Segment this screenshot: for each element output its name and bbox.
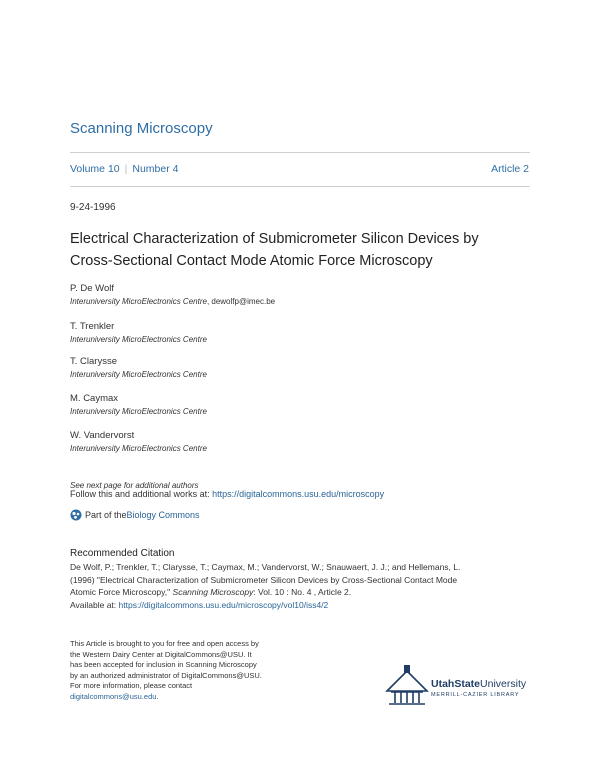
paper-title-line-2: Cross-Sectional Contact Mode Atomic Force Microscopy bbox=[70, 253, 433, 269]
contact-email-link[interactable]: digitalcommons@usu.edu bbox=[70, 691, 157, 701]
follow-text: Follow this and additional works at: bbox=[70, 489, 213, 499]
author-name: W. Vandervorst bbox=[70, 430, 135, 441]
notice-line: This Article is brought to you for free and open access by bbox=[70, 639, 259, 648]
author-affiliation: Interuniversity MicroElectronics Centre bbox=[70, 335, 207, 344]
author-email: , dewolfp@imec.be bbox=[206, 297, 276, 306]
volume-link[interactable]: Volume 10 bbox=[70, 163, 120, 175]
bottom-divider bbox=[70, 186, 530, 187]
biology-commons-link[interactable]: Biology Commons bbox=[126, 510, 200, 520]
citation-journal: Scanning Microscopy bbox=[172, 587, 254, 597]
article-number[interactable]: Article 2 bbox=[491, 163, 529, 175]
available-label: Available at: bbox=[70, 599, 119, 610]
usu-library-logo bbox=[385, 663, 535, 705]
citation-line-1: De Wolf, P.; Trenkler, T.; Clarysse, T.; Caymax, M.; Vandervorst, W.; Snauwaert, J. J.; and Hellemans, L. bbox=[70, 562, 461, 572]
notice-contact bbox=[70, 692, 310, 703]
citation-volume: : Vol. 10 : No. 4 , Article 2. bbox=[253, 587, 352, 597]
part-of-text: Part of the bbox=[85, 510, 127, 520]
available-link[interactable]: https://digitalcommons.usu.edu/microscopy/vol10/iss4/2 bbox=[118, 599, 329, 610]
citation-title-end: Atomic Force Microscopy," bbox=[70, 587, 173, 597]
follow-line bbox=[70, 489, 384, 499]
number-link[interactable]: Number 4 bbox=[132, 163, 179, 175]
author-affiliation: Interuniversity MicroElectronics Centre bbox=[70, 407, 207, 416]
paper-title bbox=[70, 228, 540, 272]
paper-title-line-1: Electrical Characterization of Submicrometer Silicon Devices by bbox=[70, 231, 479, 247]
author-affiliation: Interuniversity MicroElectronics Centre bbox=[70, 370, 207, 379]
logo-name-regular: University bbox=[480, 678, 527, 690]
author-name: T. Trenkler bbox=[70, 321, 115, 332]
author-name: M. Caymax bbox=[70, 393, 119, 404]
citation-line-3 bbox=[70, 586, 540, 599]
notice-line: by an authorized administrator of DigitalCommons@USU. bbox=[70, 670, 262, 680]
network-icon bbox=[70, 509, 82, 521]
follow-link[interactable]: https://digitalcommons.usu.edu/microscopy bbox=[212, 489, 385, 499]
see-next-page-note: See next page for additional authors bbox=[70, 481, 199, 490]
part-of-line bbox=[70, 509, 200, 521]
issue-separator: | bbox=[124, 163, 128, 175]
notice-period: . bbox=[156, 691, 159, 701]
citation-text bbox=[70, 561, 540, 611]
journal-title[interactable]: Scanning Microscopy bbox=[70, 120, 213, 137]
publication-date: 9-24-1996 bbox=[70, 202, 116, 213]
author-name: T. Clarysse bbox=[70, 356, 117, 367]
open-access-notice bbox=[70, 639, 310, 702]
logo-name-bold: UtahState bbox=[431, 678, 481, 690]
recommended-citation-heading: Recommended Citation bbox=[70, 548, 175, 559]
issue-info bbox=[70, 163, 178, 175]
notice-line: the Western Dairy Center at DigitalCommons@USU. It bbox=[70, 649, 252, 659]
affiliation-text: Interuniversity MicroElectronics Centre bbox=[70, 297, 207, 306]
author-affiliation: Interuniversity MicroElectronics Centre bbox=[70, 444, 207, 453]
citation-line-4 bbox=[70, 599, 540, 612]
top-divider bbox=[70, 152, 530, 153]
logo-subtitle: MERRILL-CAZIER LIBRARY bbox=[431, 692, 520, 698]
citation-line-2: (1996) "Electrical Characterization of Submicrometer Silicon Devices by Cross-Sectional Contact Mode bbox=[70, 574, 458, 585]
author-name: P. De Wolf bbox=[70, 283, 115, 294]
author-affiliation bbox=[70, 297, 275, 306]
notice-line: For more information, please contact bbox=[70, 681, 193, 690]
notice-line: has been accepted for inclusion in Scanning Microscopy bbox=[70, 660, 257, 669]
logo-wordmark bbox=[431, 678, 526, 690]
